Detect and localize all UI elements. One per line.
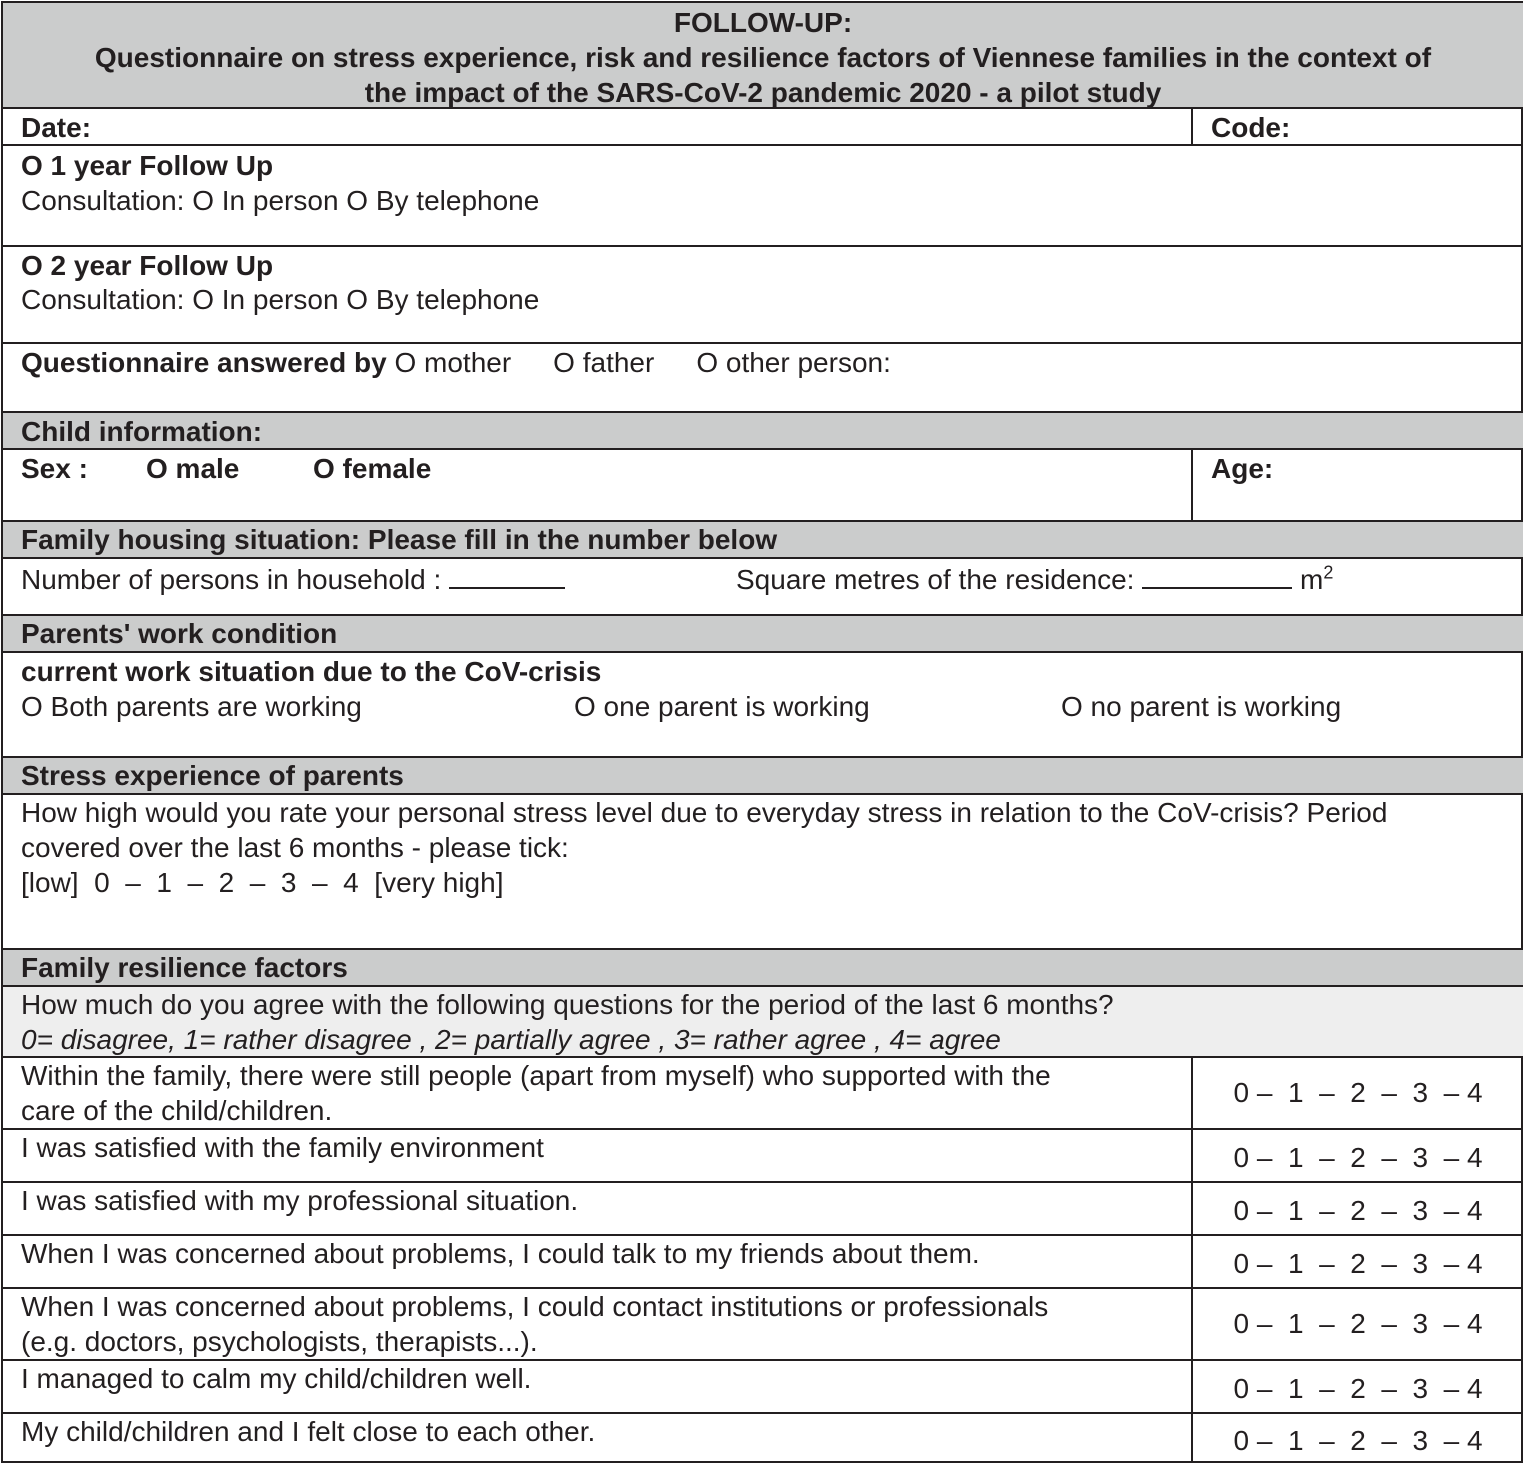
option-mother[interactable]: O mother xyxy=(394,347,512,378)
rating-scale[interactable]: 0 – 1 – 2 – 3 – 4 xyxy=(1233,1195,1483,1226)
questionnaire-form xyxy=(1,1,1523,1463)
followup-1-consultation[interactable]: Consultation: O In person O By telephone xyxy=(21,185,540,216)
option-father[interactable]: O father xyxy=(553,347,655,378)
followup-2-title[interactable]: O 2 year Follow Up xyxy=(21,250,274,281)
age-label: Age: xyxy=(1211,453,1274,484)
resilience-intro-row xyxy=(3,987,1523,1058)
resilience-header: Family resilience factors xyxy=(3,950,1523,987)
housing-header: Family housing situation: Please fill in the number below xyxy=(3,522,1523,559)
followup-1-year xyxy=(3,146,1523,247)
resilience-item: My child/children and I felt close to each other. 0 – 1 – 2 – 3 – 4 xyxy=(3,1414,1523,1463)
sqm-input-line[interactable] xyxy=(1142,559,1292,589)
followup-2-year xyxy=(3,247,1523,344)
option-female[interactable]: O female xyxy=(313,453,432,484)
work-header: Parents' work condition xyxy=(3,616,1523,653)
persons-input-line[interactable] xyxy=(449,559,565,589)
answered-by-label: Questionnaire answered by xyxy=(21,347,387,378)
work-subheader: current work situation due to the CoV-crisis xyxy=(21,656,602,687)
option-none-working[interactable]: O no parent is working xyxy=(1061,691,1342,722)
sex-label: Sex : xyxy=(21,453,88,484)
rating-scale[interactable]: 0 – 1 – 2 – 3 – 4 xyxy=(1233,1308,1483,1339)
stress-scale[interactable]: [low] 0 – 1 – 2 – 3 – 4 [very high] xyxy=(21,867,504,898)
resilience-legend: 0= disagree, 1= rather disagree , 2= partially agree , 3= rather agree , 4= agree xyxy=(21,1024,1001,1055)
sqm-unit: $m^2$ xyxy=(1300,562,1334,595)
resilience-item: When I was concerned about problems, I could talk to my friends about them. 0 – 1 – 2 – 3 – 4 xyxy=(3,1236,1523,1289)
resilience-item: I was satisfied with my professional situation. 0 – 1 – 2 – 3 – 4 xyxy=(3,1183,1523,1236)
followup-2-consultation[interactable]: Consultation: O In person O By telephone xyxy=(21,284,540,315)
code-label: Code: xyxy=(1211,112,1291,143)
resilience-intro: How much do you agree with the following questions for the period of the last 6 months? xyxy=(21,989,1114,1020)
resilience-item: Within the family, there were still people (apart from myself) who supported with the care of the child/children. 0 – 1 – 2 – 3 – 4 xyxy=(3,1058,1523,1130)
date-code-row xyxy=(3,109,1523,146)
option-other-person[interactable]: O other person: xyxy=(696,347,891,378)
option-male[interactable]: O male xyxy=(146,453,240,484)
rating-scale[interactable]: 0 – 1 – 2 – 3 – 4 xyxy=(1233,1373,1483,1404)
persons-label: Number of persons in household : xyxy=(21,564,442,595)
sex-age-row xyxy=(3,450,1523,522)
rating-scale[interactable]: 0 – 1 – 2 – 3 – 4 xyxy=(1233,1425,1483,1456)
child-info-header: Child information: xyxy=(3,413,1523,450)
form-header xyxy=(3,3,1523,109)
option-both-working[interactable]: O Both parents are working xyxy=(21,691,362,722)
housing-fields-row xyxy=(3,559,1523,616)
sqm-label: Square metres of the residence: xyxy=(736,564,1135,595)
option-one-working[interactable]: O one parent is working xyxy=(574,691,870,722)
rating-scale[interactable]: 0 – 1 – 2 – 3 – 4 xyxy=(1233,1077,1483,1108)
followup-1-title[interactable]: O 1 year Follow Up xyxy=(21,150,274,181)
form-title: FOLLOW-UP: Questionnaire on stress experience, risk and resilience factors of Viennese families in the context of the impact of the SARS-CoV-2 pandemic 2020 - a pilot study xyxy=(94,7,1432,108)
resilience-item: I was satisfied with the family environment 0 – 1 – 2 – 3 – 4 xyxy=(3,1130,1523,1183)
resilience-item: When I was concerned about problems, I could contact institutions or professionals (e.g. doctors, psychologists, therapists...). 0 – 1 – 2 – 3 – 4 xyxy=(3,1289,1523,1361)
rating-scale[interactable]: 0 – 1 – 2 – 3 – 4 xyxy=(1233,1142,1483,1173)
date-label: Date: xyxy=(21,112,92,143)
work-situation-row xyxy=(3,653,1523,758)
resilience-item: I managed to calm my child/children well. 0 – 1 – 2 – 3 – 4 xyxy=(3,1361,1523,1414)
answered-by-row xyxy=(3,344,1523,413)
stress-question-row xyxy=(3,795,1523,950)
rating-scale[interactable]: 0 – 1 – 2 – 3 – 4 xyxy=(1233,1248,1483,1279)
stress-header: Stress experience of parents xyxy=(3,758,1523,795)
stress-question-line1: How high would you rate your personal stress level due to everyday stress in relation to the CoV-crisis? Period xyxy=(21,797,1388,828)
stress-question-line2: covered over the last 6 months - please tick: xyxy=(21,832,569,863)
